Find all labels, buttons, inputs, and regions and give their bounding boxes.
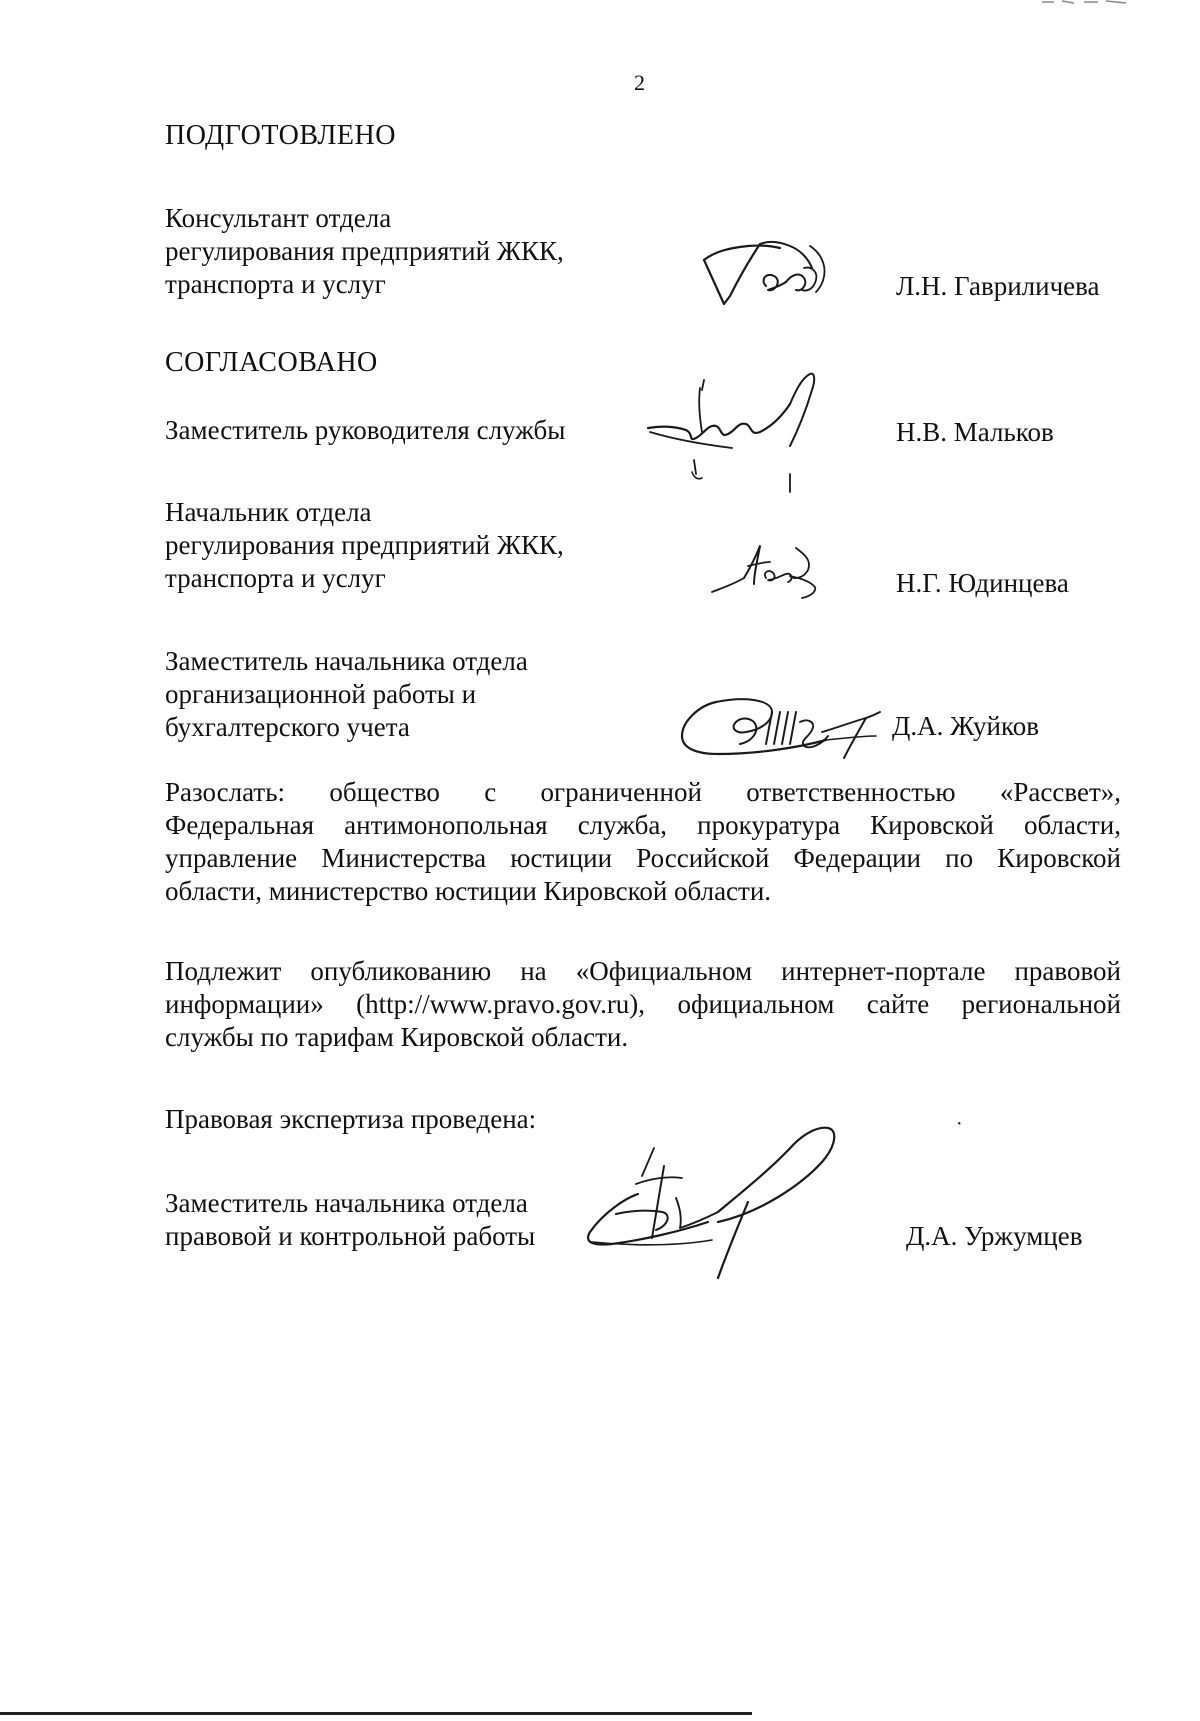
legal-review-position	[165, 1187, 535, 1253]
bottom-scan-edge	[0, 1712, 752, 1715]
position-line: организационной работы и	[165, 679, 477, 709]
signature-yudintseva	[708, 540, 828, 604]
distribution-paragraph	[165, 776, 1121, 908]
position-line: бухгалтерского учета	[165, 712, 410, 742]
publication-line: Подлежит опубликованию на «Официальном интернет-портале правовой	[165, 956, 1121, 986]
prepared-signer-name: Л.Н. Гавриличева	[896, 271, 1100, 301]
agreed-heading: СОГЛАСОВАНО	[165, 347, 378, 378]
agreed-signer-1-position	[165, 414, 565, 447]
position-line: Начальник отдела	[165, 497, 372, 527]
position-line: транспорта и услуг	[165, 563, 386, 593]
publication-line: службы по тарифам Кировской области.	[165, 1022, 629, 1052]
position-line: Консультант отдела	[165, 203, 392, 233]
distribution-line: Федеральная антимонопольная служба, прокуратура Кировской области,	[165, 810, 1121, 840]
prepared-heading: ПОДГОТОВЛЕНО	[165, 120, 396, 151]
agreed-signer-3-position	[165, 645, 528, 744]
position-line: регулирования предприятий ЖКК,	[165, 530, 564, 560]
distribution-line: Разослать: общество с ограниченной ответственностью «Рассвет»,	[165, 777, 1121, 807]
legal-review-signer-name: Д.А. Уржумцев	[906, 1221, 1083, 1251]
publication-paragraph	[165, 955, 1121, 1054]
agreed-signer-2-name: Н.Г. Юдинцева	[896, 568, 1069, 598]
page-number: 2	[634, 70, 645, 95]
position-line: Заместитель начальника отдела	[165, 1188, 528, 1218]
distribution-line: управление Министерства юстиции Российской Федерации по Кировской	[165, 843, 1121, 873]
publication-line: информации» (http://www.pravo.gov.ru), официальном сайте региональной	[165, 989, 1121, 1019]
stray-dot	[956, 1120, 962, 1126]
top-edge-marks	[1040, 0, 1130, 8]
position-line: Заместитель руководителя службы	[165, 415, 566, 445]
position-line: Заместитель начальника отдела	[165, 646, 528, 676]
position-line: правовой и контрольной работы	[165, 1221, 536, 1251]
position-line: транспорта и услуг	[165, 269, 386, 299]
position-line: регулирования предприятий ЖКК,	[165, 236, 564, 266]
signature-malkov	[640, 368, 860, 498]
signature-zhuykov	[676, 692, 902, 764]
legal-review-heading: Правовая экспертиза проведена:	[165, 1104, 537, 1134]
prepared-position	[165, 202, 564, 301]
signature-gavrilicheva	[700, 238, 840, 318]
agreed-signer-1-name: Н.В. Мальков	[896, 417, 1054, 447]
distribution-line: области, министерство юстиции Кировской области.	[165, 876, 772, 906]
agreed-signer-3-name: Д.А. Жуйков	[892, 711, 1039, 741]
signature-urzhumtsev	[582, 1122, 858, 1284]
agreed-signer-2-position	[165, 496, 564, 595]
